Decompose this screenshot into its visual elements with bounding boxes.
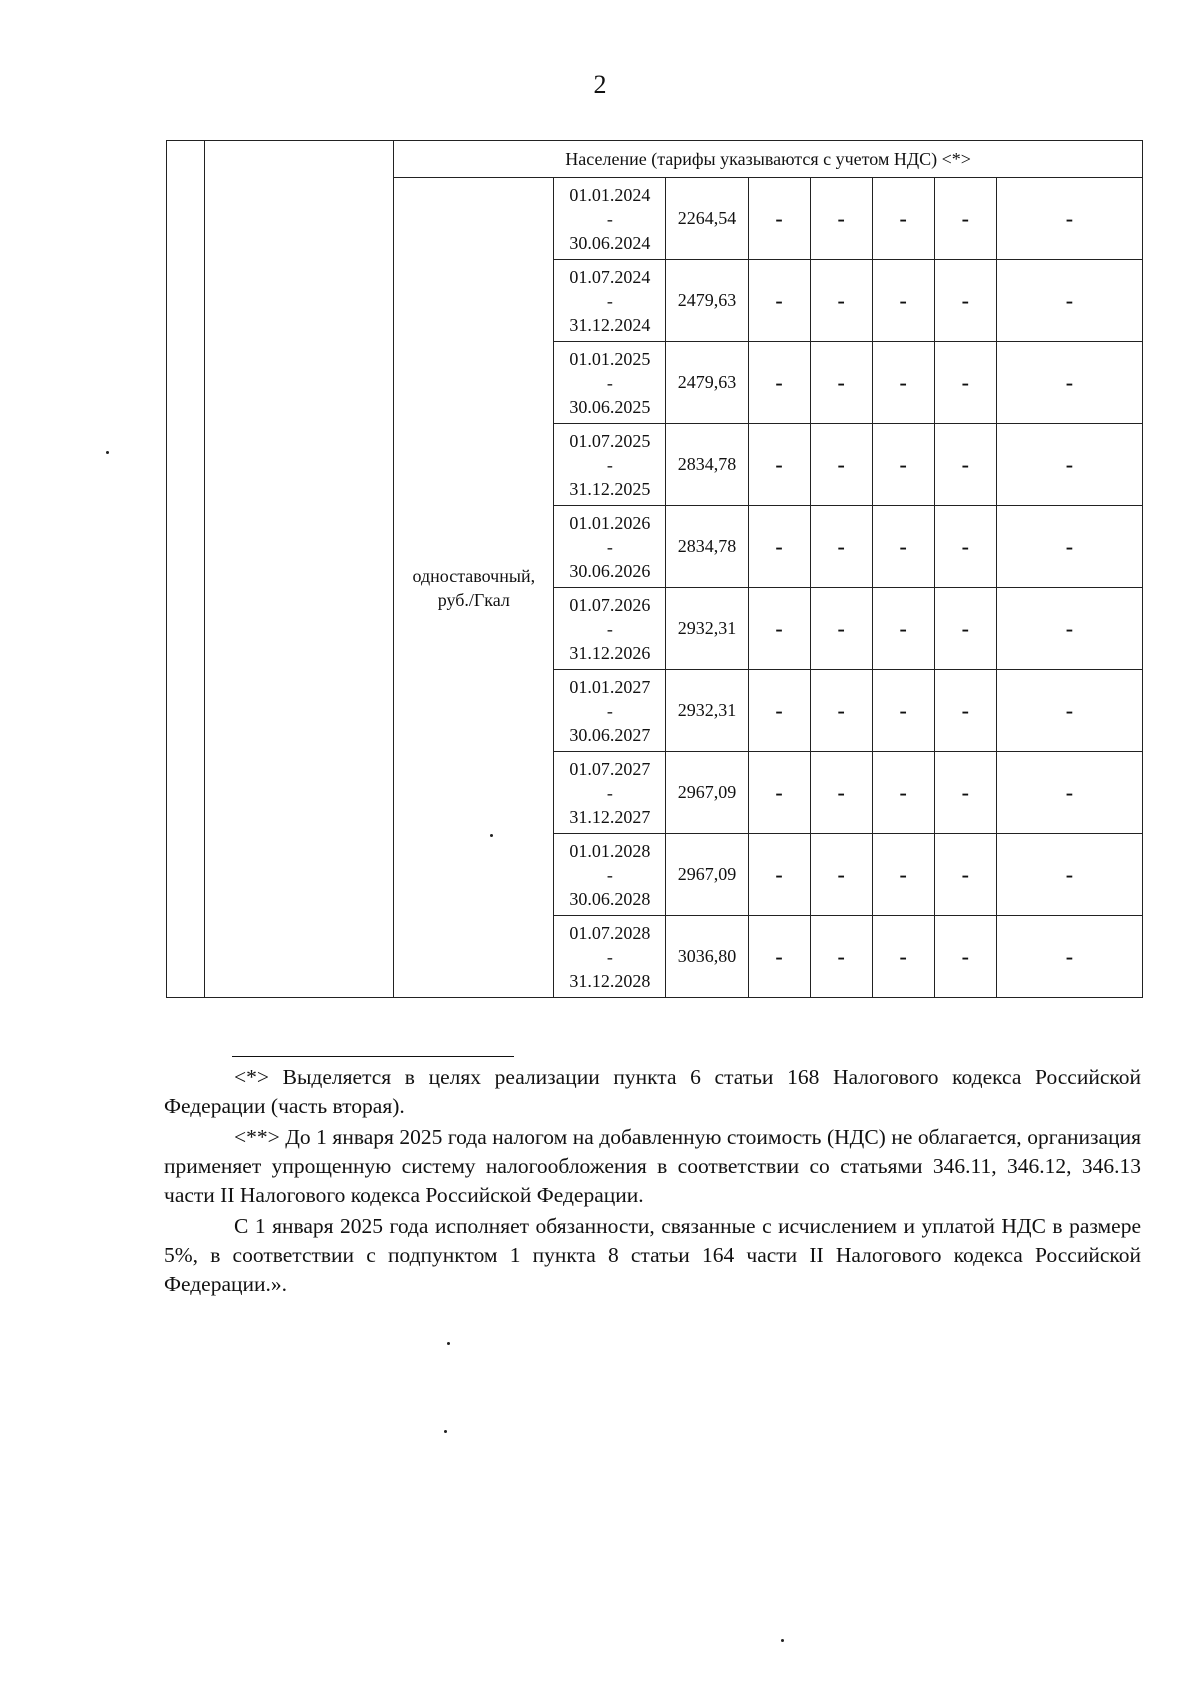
- period-separator: -: [606, 700, 613, 721]
- empty-value-dash: -: [872, 424, 934, 506]
- tariff-table-body: [167, 141, 1143, 998]
- empty-value-dash: -: [872, 752, 934, 834]
- empty-value-dash: -: [872, 916, 934, 998]
- empty-value-dash: -: [748, 342, 810, 424]
- empty-value-dash: -: [810, 834, 872, 916]
- period-separator: -: [606, 454, 613, 475]
- period-separator: -: [606, 946, 613, 967]
- empty-value-dash: -: [748, 834, 810, 916]
- period-start: 01.01.2028: [569, 840, 651, 861]
- tariff-value: 2264,54: [666, 178, 748, 260]
- empty-value-dash: -: [748, 178, 810, 260]
- empty-value-dash: -: [934, 342, 996, 424]
- tariff-value: 2834,78: [666, 424, 748, 506]
- section-header-row: [167, 141, 1143, 178]
- period-cell: [554, 752, 666, 834]
- period-end: 30.06.2026: [569, 560, 651, 581]
- empty-value-dash: -: [996, 506, 1142, 588]
- empty-value-dash: -: [934, 178, 996, 260]
- empty-value-dash: -: [996, 834, 1142, 916]
- tariff-value: 2967,09: [666, 752, 748, 834]
- empty-value-dash: -: [810, 588, 872, 670]
- footnote-rule: [232, 1056, 514, 1057]
- tariff-value: 2967,09: [666, 834, 748, 916]
- period-cell: [554, 670, 666, 752]
- period-cell: [554, 178, 666, 260]
- tariff-value: 2479,63: [666, 342, 748, 424]
- period-separator: -: [606, 782, 613, 803]
- period-separator: -: [606, 372, 613, 393]
- footnote-vat-exemption: <**> До 1 января 2025 года налогом на добавленную стоимость (НДС) не облагается, организация применяет упрощенную систему налогообложения в соответствии со статьями 346.11, 346.12, 346.13 части II Налогового кодекса Российской Федерации.: [164, 1125, 1141, 1207]
- empty-value-dash: -: [996, 424, 1142, 506]
- empty-value-dash: -: [810, 178, 872, 260]
- empty-value-dash: -: [872, 588, 934, 670]
- empty-value-dash: -: [810, 752, 872, 834]
- empty-value-dash: -: [810, 670, 872, 752]
- period-cell: [554, 588, 666, 670]
- empty-value-dash: -: [810, 260, 872, 342]
- scan-speck: [447, 1342, 450, 1345]
- empty-value-dash: -: [810, 424, 872, 506]
- page-number: 2: [593, 70, 607, 99]
- period-cell: [554, 342, 666, 424]
- empty-value-dash: -: [748, 260, 810, 342]
- footnote-vat-obligation: С 1 января 2025 года исполняет обязанности, связанные с исчислением и уплатой НДС в размере 5%, в соответствии с подпунктом 1 пункта 8 статьи 164 части II Налогового кодекса Российской Федерации.».: [164, 1214, 1141, 1296]
- empty-value-dash: -: [748, 424, 810, 506]
- empty-value-dash: -: [934, 506, 996, 588]
- period-start: 01.01.2024: [569, 184, 651, 205]
- period-start: 01.07.2024: [569, 266, 651, 287]
- period-cell: [554, 424, 666, 506]
- empty-value-dash: -: [996, 752, 1142, 834]
- empty-value-dash: -: [872, 506, 934, 588]
- empty-value-dash: -: [996, 588, 1142, 670]
- empty-value-dash: -: [810, 342, 872, 424]
- period-cell: [554, 506, 666, 588]
- period-start: 01.01.2027: [569, 676, 651, 697]
- empty-value-dash: -: [748, 506, 810, 588]
- empty-cell-col2: [205, 141, 394, 998]
- period-cell: [554, 916, 666, 998]
- scan-speck: [444, 1430, 447, 1433]
- scan-speck: [490, 834, 493, 837]
- empty-value-dash: -: [810, 916, 872, 998]
- period-end: 31.12.2026: [569, 642, 651, 663]
- period-end: 30.06.2024: [569, 232, 651, 253]
- tariff-type-cell: одноставочный, руб./Гкал: [394, 178, 554, 998]
- footnotes: [164, 1063, 1141, 1301]
- tariff-value: 2932,31: [666, 670, 748, 752]
- period-start: 01.07.2025: [569, 430, 651, 451]
- empty-value-dash: -: [872, 178, 934, 260]
- tariff-table: [166, 140, 1143, 998]
- empty-value-dash: -: [748, 916, 810, 998]
- empty-value-dash: -: [872, 670, 934, 752]
- empty-value-dash: -: [872, 834, 934, 916]
- empty-value-dash: -: [934, 670, 996, 752]
- empty-value-dash: -: [996, 916, 1142, 998]
- empty-cell-col1: [167, 141, 205, 998]
- empty-value-dash: -: [748, 752, 810, 834]
- period-separator: -: [606, 536, 613, 557]
- tariff-value: 3036,80: [666, 916, 748, 998]
- period-start: 01.07.2027: [569, 758, 651, 779]
- period-end: 30.06.2027: [569, 724, 651, 745]
- scan-speck: [106, 451, 109, 454]
- tariff-value: 2932,31: [666, 588, 748, 670]
- period-separator: -: [606, 618, 613, 639]
- empty-value-dash: -: [934, 588, 996, 670]
- period-separator: -: [606, 208, 613, 229]
- empty-value-dash: -: [934, 834, 996, 916]
- empty-value-dash: -: [934, 260, 996, 342]
- period-end: 31.12.2025: [569, 478, 651, 499]
- period-start: 01.07.2026: [569, 594, 651, 615]
- empty-value-dash: -: [872, 260, 934, 342]
- empty-value-dash: -: [934, 916, 996, 998]
- empty-value-dash: -: [934, 424, 996, 506]
- empty-value-dash: -: [996, 260, 1142, 342]
- empty-value-dash: -: [748, 588, 810, 670]
- period-end: 30.06.2028: [569, 888, 651, 909]
- empty-value-dash: -: [748, 670, 810, 752]
- scan-speck: [781, 1639, 784, 1642]
- period-end: 31.12.2027: [569, 806, 651, 827]
- empty-value-dash: -: [810, 506, 872, 588]
- period-end: 30.06.2025: [569, 396, 651, 417]
- period-start: 01.01.2026: [569, 512, 651, 533]
- period-cell: [554, 834, 666, 916]
- period-end: 31.12.2024: [569, 314, 651, 335]
- empty-value-dash: -: [996, 670, 1142, 752]
- period-end: 31.12.2028: [569, 970, 651, 991]
- tariff-value: 2479,63: [666, 260, 748, 342]
- period-start: 01.07.2028: [569, 922, 651, 943]
- section-header: Население (тарифы указываются с учетом НДС) <*>: [394, 141, 1143, 178]
- period-cell: [554, 260, 666, 342]
- period-separator: -: [606, 864, 613, 885]
- empty-value-dash: -: [872, 342, 934, 424]
- empty-value-dash: -: [934, 752, 996, 834]
- empty-value-dash: -: [996, 178, 1142, 260]
- period-start: 01.01.2025: [569, 348, 651, 369]
- period-separator: -: [606, 290, 613, 311]
- footnote-vat-allocation: <*> Выделяется в целях реализации пункта 6 статьи 168 Налогового кодекса Российской Федерации (часть вторая).: [164, 1065, 1141, 1118]
- tariff-value: 2834,78: [666, 506, 748, 588]
- empty-value-dash: -: [996, 342, 1142, 424]
